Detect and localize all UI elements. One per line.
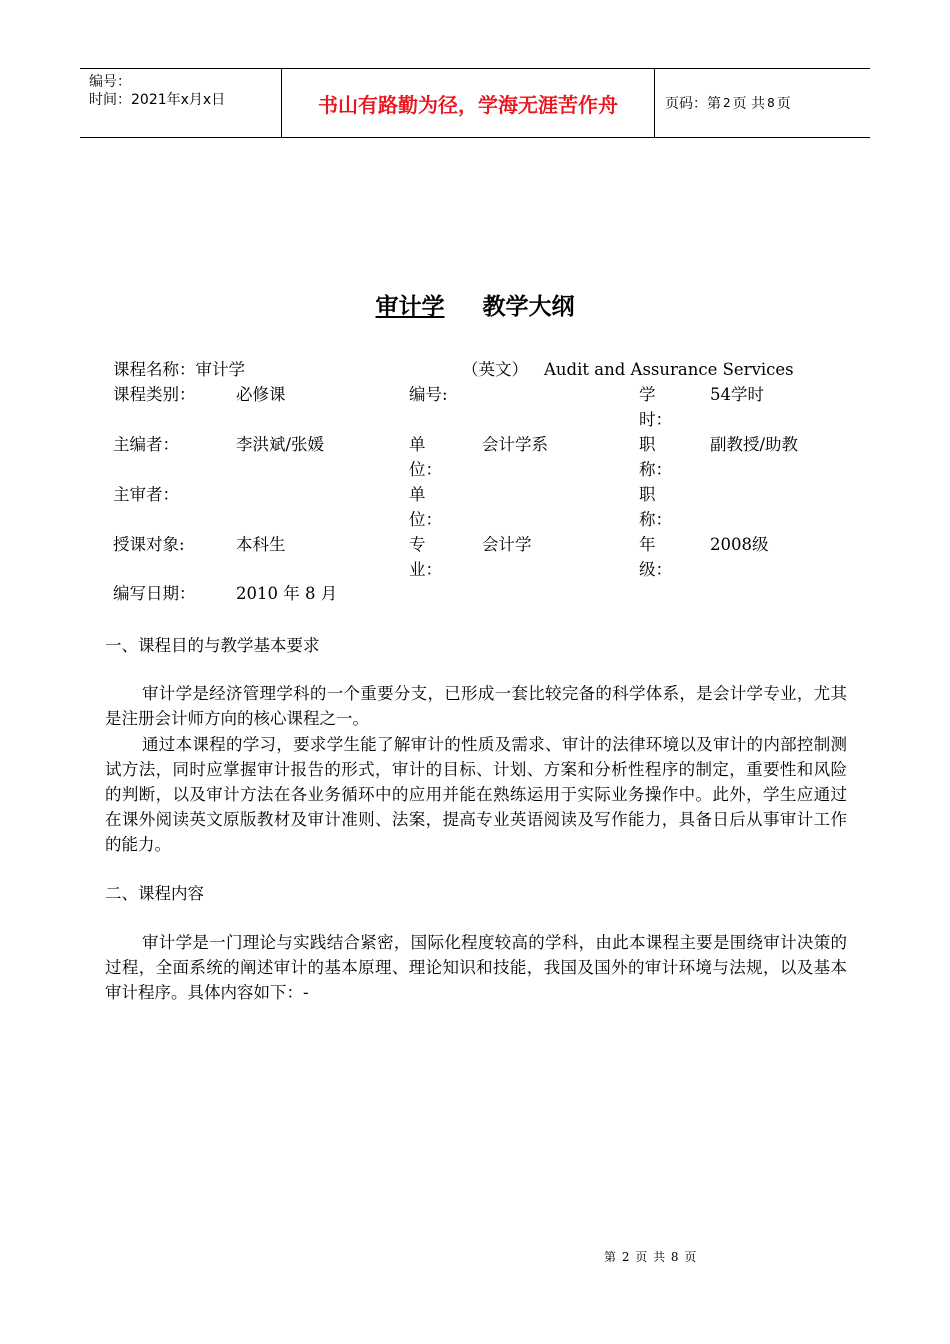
header-page-number xyxy=(655,69,870,137)
major-label: 专业： xyxy=(409,535,442,579)
page-current: 2 xyxy=(723,96,731,110)
grade-label: 年级： xyxy=(639,535,672,579)
section-heading-2: 二、课程内容 xyxy=(105,884,204,903)
audience-label: 授课对象: xyxy=(113,535,185,554)
editor-value: 李洪斌/张媛 xyxy=(236,435,325,454)
document-title xyxy=(0,288,950,321)
page-label-mid: 页 共 xyxy=(732,96,766,112)
grade-value: 2008级 xyxy=(710,535,769,554)
english-name: Audit and Assurance Services xyxy=(544,360,794,379)
english-label: （英文） xyxy=(462,360,528,379)
audience-value: 本科生 xyxy=(236,535,286,554)
hours-label: 学时： xyxy=(639,385,672,429)
header-motto: 书山有路勤为径，学海无涯苦作舟 xyxy=(282,69,655,137)
reviewer-title-label: 职称： xyxy=(639,485,672,529)
section2-paragraph-1: 审计学是一门理论与实践结合紧密，国际化程度较高的学科，由此本课程主要是围绕审计决策的过程，全面系统的阐述审计的基本原理、理论知识和技能，我国及国外的审计环境与法规，以及基本审计程序。具体内容如下：- xyxy=(105,933,847,1002)
header-date: 时间：2021年x月x日 xyxy=(89,92,226,108)
date-label: 编写日期： xyxy=(113,584,196,603)
page-total: 8 xyxy=(767,96,775,110)
reviewer-unit-label: 单位： xyxy=(409,485,442,529)
page-label-suffix: 页 xyxy=(776,96,791,112)
title-syllabus: 教学大纲 xyxy=(482,294,575,320)
category-value: 必修课 xyxy=(236,385,286,404)
date-value: 2010 年 8 月 xyxy=(236,584,338,603)
section1-paragraph-2: 通过本课程的学习，要求学生能了解审计的性质及需求、审计的法律环境以及审计的内部控制测试方法，同时应掌握审计报告的形式，审计的目标、计划、方案和分析性程序的制定，重要性和风险的判断，以及审计方法在各业务循环中的应用并能在熟练运用于实际业务操作中。此外，学生应通过在课外阅读英文原版教材及审计准则、法案，提高专业英语阅读及写作能力，具备日后从事审计工作的能力。 xyxy=(105,735,847,854)
editor-label: 主编者： xyxy=(113,435,179,454)
title-value: 副教授/助教 xyxy=(710,435,799,454)
title-course: 审计学 xyxy=(375,294,445,320)
unit-label: 单位： xyxy=(409,435,442,479)
code-label: 编号: xyxy=(409,385,448,404)
page-label-prefix: 页码：第 xyxy=(665,96,721,112)
category-label: 课程类别： xyxy=(113,385,196,404)
unit-value: 会计学系 xyxy=(482,435,548,454)
title-label: 职称： xyxy=(639,435,672,479)
section1-paragraph-1: 审计学是经济管理学科的一个重要分支，已形成一套比较完备的科学体系，是会计学专业，尤其是注册会计师方向的核心课程之一。 xyxy=(105,684,847,728)
section-heading-1: 一、课程目的与教学基本要求 xyxy=(105,636,320,655)
header-code-label: 编号： xyxy=(89,74,131,90)
page-header xyxy=(80,68,870,138)
course-name: 课程名称：审计学 xyxy=(113,360,245,379)
hours-value: 54学时 xyxy=(710,385,764,404)
header-meta xyxy=(80,69,282,137)
page-footer: 第 2 页 共 8 页 xyxy=(604,1250,698,1264)
major-value: 会计学 xyxy=(482,535,532,554)
reviewer-label: 主审者： xyxy=(113,485,179,504)
